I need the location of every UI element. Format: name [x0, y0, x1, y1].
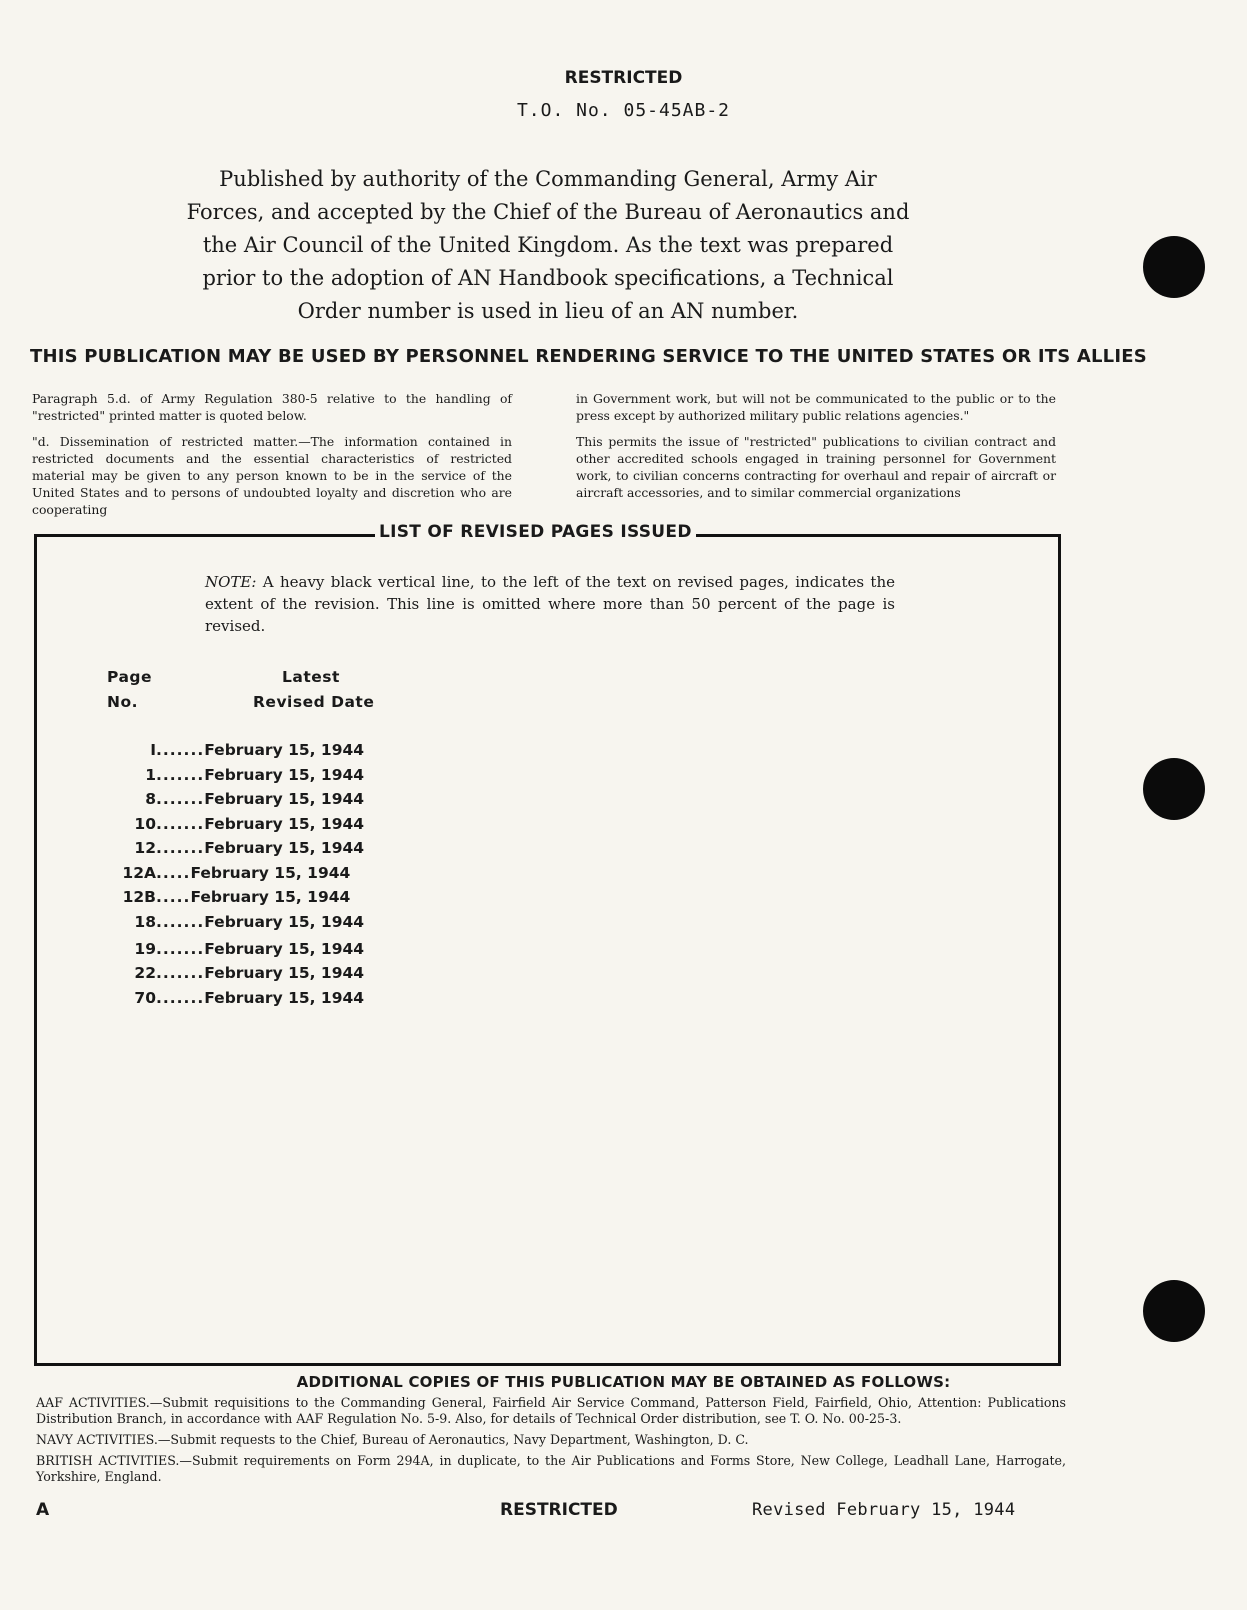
additional-copies-heading: ADDITIONAL COPIES OF THIS PUBLICATION MAY BE OBTAINED AS FOLLOWS:: [296, 1373, 951, 1391]
page-number: 22: [134, 964, 156, 982]
leader-dots: .......: [156, 964, 205, 982]
footer-revised-date: Revised February 15, 1944: [752, 1500, 1016, 1520]
revision-date: February 15, 1944: [204, 839, 365, 857]
regulation-paragraph: This permits the issue of "restricted" publications to civilian contract and other accredited schools engaged in training personnel for Government work, to civilian concerns contracting for overhaul and repair of aircraft or aircraft accessories, and to similar commercial organizations: [576, 434, 1056, 500]
revised-pages-title: LIST OF REVISED PAGES ISSUED: [375, 522, 696, 542]
leader-dots: .......: [156, 940, 205, 958]
revision-date: February 15, 1944: [204, 940, 365, 958]
list-item: [100, 790, 364, 808]
leader-dots: .......: [156, 989, 205, 1007]
list-item: [100, 888, 350, 906]
col-header-date-2: Revised Date: [253, 693, 375, 711]
leader-dots: .......: [156, 815, 205, 833]
page-number: 8: [145, 790, 156, 808]
note-text: A heavy black vertical line, to the left of the text on revised pages, indicates the extent of the revision. This line is omitted where more than 50 percent of the page is revised.: [205, 573, 895, 635]
list-item: [100, 741, 364, 759]
binder-hole-top: [1143, 236, 1205, 298]
page-number: 12A: [122, 864, 156, 882]
regulation-paragraph: Paragraph 5.d. of Army Regulation 380-5 relative to the handling of "restricted" printed matter is quoted below.: [32, 391, 512, 423]
page-number: I: [150, 741, 156, 759]
revision-date: February 15, 1944: [204, 790, 365, 808]
revision-date: February 15, 1944: [204, 964, 365, 982]
regulation-right-column: [576, 390, 1056, 510]
footer-classification: RESTRICTED: [500, 1500, 618, 1520]
list-item: [100, 864, 350, 882]
note-label: NOTE:: [205, 573, 257, 591]
page-number: 12B: [122, 888, 156, 906]
page-letter: A: [36, 1500, 50, 1520]
list-item: [100, 839, 364, 857]
page-number: 70: [134, 989, 156, 1007]
leader-dots: .......: [156, 766, 205, 784]
revision-date: February 15, 1944: [190, 888, 351, 906]
revision-date: February 15, 1944: [204, 989, 365, 1007]
revision-date: February 15, 1944: [204, 815, 365, 833]
leader-dots: .......: [156, 913, 205, 931]
list-item: [100, 964, 364, 982]
leader-dots: .......: [156, 741, 205, 759]
page-number: 10: [134, 815, 156, 833]
col-header-page-2: No.: [107, 693, 139, 711]
to-number: T.O. No. 05-45AB-2: [516, 100, 731, 121]
page-number: 18: [134, 913, 156, 931]
revision-date: February 15, 1944: [204, 741, 365, 759]
col-header-date-1: Latest: [282, 668, 340, 686]
list-item: [100, 815, 364, 833]
revision-date: February 15, 1944: [204, 766, 365, 784]
list-item: [100, 940, 364, 958]
leader-dots: .....: [156, 864, 191, 882]
regulation-left-column: [32, 390, 512, 527]
col-header-page-1: Page: [107, 668, 153, 686]
revision-note: [205, 571, 895, 637]
regulation-paragraph: "d. Dissemination of restricted matter.—The information contained in restricted documents and the essential characteristics of restricted material may be given to any person known to be in the service of the United States and to persons of undoubted loyalty and discretion who are cooperating: [32, 434, 512, 517]
regulation-paragraph: in Government work, but will not be communicated to the public or to the press except by authorized military public relations agencies.": [576, 391, 1056, 423]
leader-dots: .......: [156, 790, 205, 808]
leader-dots: .....: [156, 888, 191, 906]
additional-copies-notes: [36, 1395, 1066, 1490]
aaf-activities: AAF ACTIVITIES.—Submit requisitions to the Commanding General, Fairfield Air Service Command, Patterson Field, Fairfield, Ohio, Attention: Publications Distribution Branch, in accordance with AAF Regulation No. 5-9. Also, for details of Technical Order distribution, see T. O. No. 00-25-3.: [36, 1395, 1066, 1426]
authority-text: Published by authority of the Commanding General, Army Air Forces, and accepted by the Chief of the Bureau of Aeronautics and the Air Council of the United Kingdom. As the text was prepared prior to the adoption of AN Handbook specifications, a Technical Order number is used in lieu of an AN number.: [186, 167, 910, 323]
leader-dots: .......: [156, 839, 205, 857]
page-number: 19: [134, 940, 156, 958]
list-item: [100, 989, 364, 1007]
list-item: [100, 766, 364, 784]
navy-activities: NAVY ACTIVITIES.—Submit requests to the Chief, Bureau of Aeronautics, Navy Department, Washington, D. C.: [36, 1432, 749, 1447]
page-number: 1: [145, 766, 156, 784]
revision-date: February 15, 1944: [204, 913, 365, 931]
revision-date: February 15, 1944: [190, 864, 351, 882]
binder-hole-bottom: [1143, 1280, 1205, 1342]
page-number: 12: [134, 839, 156, 857]
binder-hole-middle: [1143, 758, 1205, 820]
publication-banner: THIS PUBLICATION MAY BE USED BY PERSONNEL RENDERING SERVICE TO THE UNITED STATES OR ITS ALLIES: [30, 346, 1147, 367]
british-activities: BRITISH ACTIVITIES.—Submit requirements on Form 294A, in duplicate, to the Air Publications and Forms Store, New College, Leadhall Lane, Harrogate, Yorkshire, England.: [36, 1453, 1066, 1484]
list-item: [100, 913, 364, 931]
header-classification: RESTRICTED: [564, 68, 683, 88]
